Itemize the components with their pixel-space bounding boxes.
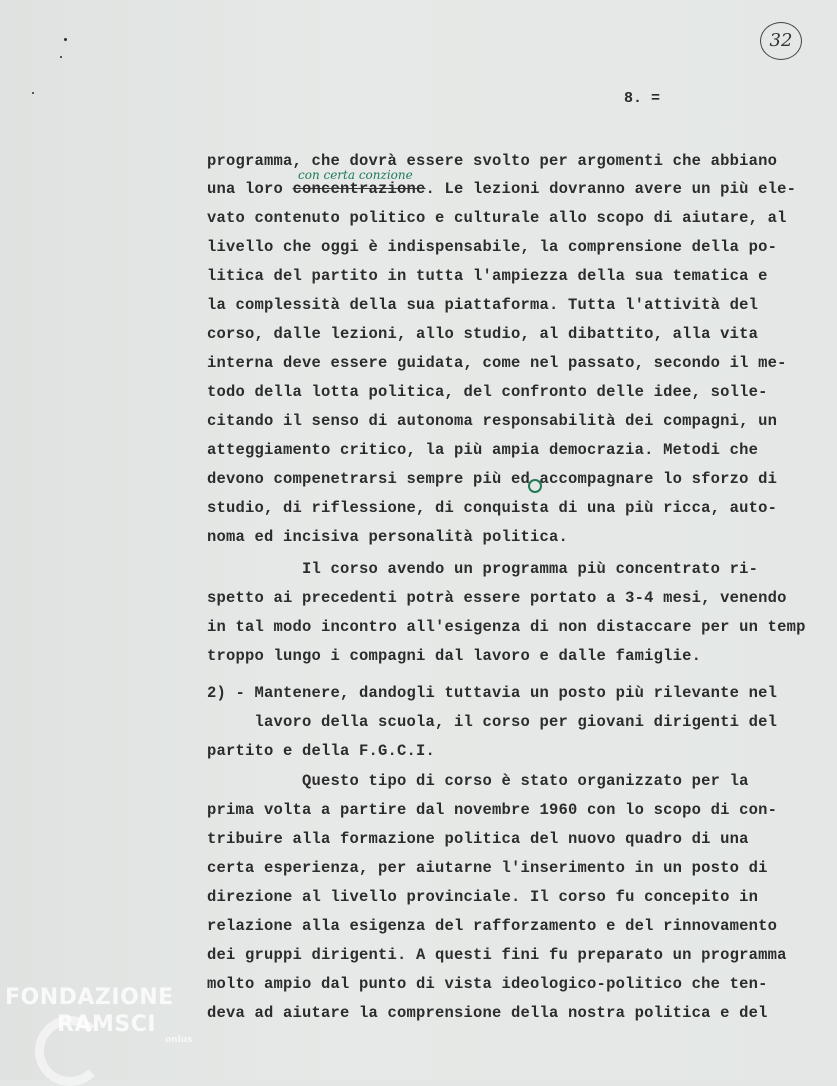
text-line: certa esperienza, per aiutarne l'inserimento in un posto di xyxy=(207,859,768,877)
handwritten-insertion: con certa conzione xyxy=(298,168,413,182)
struck-word: concentrazione xyxy=(292,180,426,198)
text-line: interna deve essere guidata, come nel passato, secondo il me- xyxy=(207,354,787,372)
text-line: lavoro della scuola, il corso per giovani dirigenti del xyxy=(207,713,778,731)
text-line: litica del partito in tutta l'ampiezza della sua tematica e xyxy=(207,267,768,285)
text-line: molto ampio dal punto di vista ideologico-politico che ten- xyxy=(207,975,768,993)
text-line: 2) - Mantenere, dandogli tuttavia un posto più rilevante nel xyxy=(207,684,778,702)
text-line: dei gruppi dirigenti. A questi fini fu preparato un programma xyxy=(207,946,787,964)
text-line: direzione al livello provinciale. Il corso fu concepito in xyxy=(207,888,759,906)
text-line: programma, che dovrà essere svolto per argomenti che abbiano xyxy=(207,152,778,170)
text-line: noma ed incisiva personalità politica. xyxy=(207,528,569,546)
text-line: troppo lungo i compagni dal lavoro e dalle famiglie. xyxy=(207,647,702,665)
ink-speck xyxy=(60,56,62,58)
watermark xyxy=(5,985,192,1045)
watermark-line: onlus xyxy=(165,1035,193,1045)
text-line: atteggiamento critico, la più ampia democrazia. Metodi che xyxy=(207,441,759,459)
text-line: partito e della F.G.C.I. xyxy=(207,742,436,760)
text-line: in tal modo incontro all'esigenza di non distaccare per un temp xyxy=(207,618,806,636)
text-line: la complessità della sua piattaforma. Tutta l'attività del xyxy=(207,296,759,314)
text-line: devono compenetrarsi sempre più ed accompagnare lo sforzo di xyxy=(207,470,778,488)
text-line: studio, di riflessione, di conquista di una più ricca, auto- xyxy=(207,499,778,517)
watermark-line: FONDAZIONE xyxy=(5,985,174,1010)
watermark-line: RAMSCI xyxy=(57,1012,157,1037)
text-line: tribuire alla formazione politica del nuovo quadro di una xyxy=(207,830,749,848)
ink-speck xyxy=(32,92,34,94)
text-line: una loro concentrazione. Le lezioni dovranno avere un più ele- xyxy=(207,180,797,198)
text-line: Il corso avendo un programma più concentrato ri- xyxy=(207,560,759,578)
text-line: Questo tipo di corso è stato organizzato per la xyxy=(207,772,749,790)
handwritten-page-number: 32 xyxy=(760,22,802,60)
text-line: vato contenuto politico e culturale allo scopo di aiutare, al xyxy=(207,209,787,227)
text-line: prima volta a partire dal novembre 1960 con lo scopo di con- xyxy=(207,801,778,819)
text-line: citando il senso di autonoma responsabilità dei compagni, un xyxy=(207,412,778,430)
text-line: deva ad aiutare la comprensione della nostra politica e del xyxy=(207,1004,768,1022)
ink-speck xyxy=(64,38,67,41)
text-line: relazione alla esigenza del rafforzamento e del rinnovamento xyxy=(207,917,778,935)
text-line: todo della lotta politica, del confronto delle idee, solle- xyxy=(207,383,768,401)
typed-page-number: 8. = xyxy=(624,90,661,107)
text-line: spetto ai precedenti potrà essere portato a 3-4 mesi, venendo xyxy=(207,589,787,607)
text-line: corso, dalle lezioni, allo studio, al dibattito, alla vita xyxy=(207,325,759,343)
text-line: livello che oggi è indispensabile, la comprensione della po- xyxy=(207,238,778,256)
